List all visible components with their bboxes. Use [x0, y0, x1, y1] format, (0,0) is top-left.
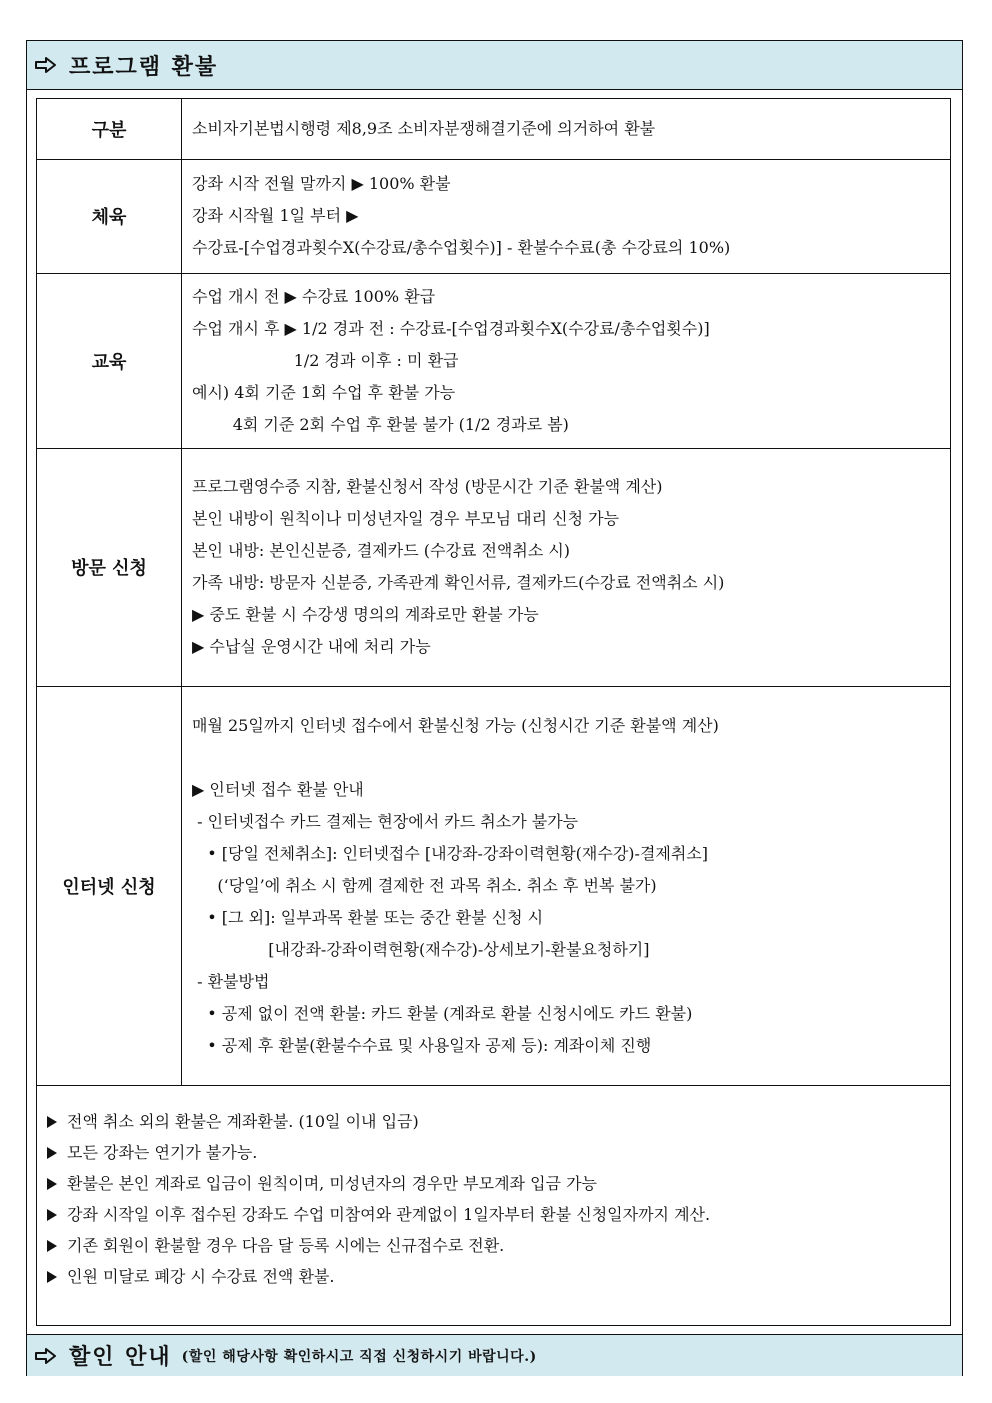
note-text: 강좌 시작일 이후 접수된 강좌도 수업 미참여와 관계없이 1일자부터 환불 신청일자까지 계산. [67, 1204, 711, 1224]
note-item [47, 1261, 950, 1292]
content-line: - 인터넷접수 카드 결제는 현장에서 카드 취소가 불가능 [192, 811, 579, 831]
content-line: 본인 내방이 원칙이나 미성년자일 경우 부모님 대리 신청 가능 [192, 509, 620, 528]
triangle-bullet-icon [47, 1271, 57, 1283]
content-line: ▶ 수납실 운영시간 내에 처리 가능 [192, 637, 431, 656]
note-text: 환불은 본인 계좌로 입금이 원칙이며, 미성년자의 경우만 부모계좌 입금 가능 [67, 1173, 597, 1193]
content-line: 4회 기준 2회 수업 후 환불 불가 (1/2 경과로 봄) [192, 414, 569, 434]
note-text: 전액 취소 외의 환불은 계좌환불. (10일 이내 입금) [67, 1111, 419, 1131]
content-line: 강좌 시작 전월 말까지 ▶ 100% 환불 [192, 174, 451, 193]
table-row [37, 99, 950, 159]
row-content-sports [182, 159, 951, 273]
row-label-internet: 인터넷 신청 [37, 686, 182, 1085]
content-line: 수강료-[수업경과횟수X(수강료/총수업횟수)] - 환불수수료(총 수강료의 10%) [192, 238, 731, 257]
triangle-bullet-icon [47, 1209, 57, 1221]
note-item [47, 1199, 950, 1230]
table-row [37, 159, 950, 273]
content-line [192, 742, 950, 774]
triangle-bullet-icon [47, 1240, 57, 1252]
content-line: • [그 외]: 일부과목 환불 또는 중간 환불 신청 시 [192, 907, 544, 927]
table-row [37, 448, 950, 686]
refund-table-box [36, 98, 951, 1326]
content-line: 본인 내방: 본인신분증, 결제카드 (수강료 전액취소 시) [192, 541, 571, 560]
content-line: ▶ 중도 환불 시 수강생 명의의 계좌로만 환불 가능 [192, 605, 539, 624]
note-item [47, 1230, 950, 1261]
row-content-internet [182, 686, 951, 1085]
content-line: 강좌 시작월 1일 부터 ▶ [192, 206, 359, 225]
content-line: 1/2 경과 이후 : 미 환급 [192, 350, 459, 370]
note-item [47, 1168, 950, 1199]
note-item [47, 1106, 950, 1137]
content-line: (‘당일’에 취소 시 함께 결제한 전 과목 취소. 취소 후 번복 불가) [192, 875, 657, 895]
discount-section-header [27, 1334, 962, 1376]
refund-notes [37, 1086, 950, 1292]
table-row [37, 686, 950, 1085]
refund-section-header [27, 41, 962, 90]
content-line: [내강좌-강좌이력현황(재수강)-상세보기-환불요청하기] [192, 939, 650, 959]
content-line: - 환불방법 [192, 971, 270, 991]
note-text: 모든 강좌는 연기가 불가능. [67, 1142, 258, 1162]
row-content-education [182, 273, 951, 448]
note-text: 인원 미달로 폐강 시 수강료 전액 환불. [67, 1266, 335, 1286]
table-row [37, 273, 950, 448]
content-line: 매월 25일까지 인터넷 접수에서 환불신청 가능 (신청시간 기준 환불액 계산) [192, 715, 719, 735]
outline-right-arrow-icon [35, 1348, 57, 1364]
triangle-bullet-icon [47, 1147, 57, 1159]
refund-document [26, 40, 963, 1376]
content-line: • 공제 후 환불(환불수수료 및 사용일자 공제 등): 계좌이체 진행 [192, 1035, 652, 1055]
content-line: 수업 개시 후 ▶ 1/2 경과 전 : 수강료-[수업경과횟수X(수강료/총수업횟수)] [192, 318, 710, 338]
outline-right-arrow-icon [35, 57, 57, 73]
content-line: • [당일 전체취소]: 인터넷접수 [내강좌-강좌이력현황(재수강)-결제취소] [192, 843, 709, 863]
discount-section-title: 할인 안내 [69, 1344, 172, 1370]
note-text: 기존 회원이 환불할 경우 다음 달 등록 시에는 신규접수로 전환. [67, 1235, 505, 1255]
content-line: • 공제 없이 전액 환불: 카드 환불 (계좌로 환불 신청시에도 카드 환불) [192, 1003, 693, 1023]
triangle-bullet-icon [47, 1116, 57, 1128]
row-content-visit [182, 448, 951, 686]
content-line: 예시) 4회 기준 1회 수업 후 환불 가능 [192, 382, 456, 402]
content-line: ▶ 인터넷 접수 환불 안내 [192, 779, 364, 799]
content-line: 수업 개시 전 ▶ 수강료 100% 환급 [192, 286, 436, 306]
content-line: 프로그램영수증 지참, 환불신청서 작성 (방문시간 기준 환불액 계산) [192, 477, 663, 496]
content-line: 소비자기본법시행령 제8,9조 소비자분쟁해결기준에 의거하여 환불 [192, 118, 656, 138]
refund-table [37, 99, 950, 1086]
row-label-sports: 체육 [37, 159, 182, 273]
row-content-category [182, 99, 951, 159]
discount-section-subtitle: (할인 해당사항 확인하시고 직접 신청하시기 바랍니다.) [181, 1348, 537, 1365]
refund-section-title: 프로그램 환불 [69, 53, 219, 80]
row-label-visit: 방문 신청 [37, 448, 182, 686]
row-label-education: 교육 [37, 273, 182, 448]
content-line: 가족 내방: 방문자 신분증, 가족관계 확인서류, 결제카드(수강료 전액취소 시) [192, 573, 725, 592]
triangle-bullet-icon [47, 1178, 57, 1190]
row-label-category: 구분 [37, 99, 182, 159]
note-item [47, 1137, 950, 1168]
